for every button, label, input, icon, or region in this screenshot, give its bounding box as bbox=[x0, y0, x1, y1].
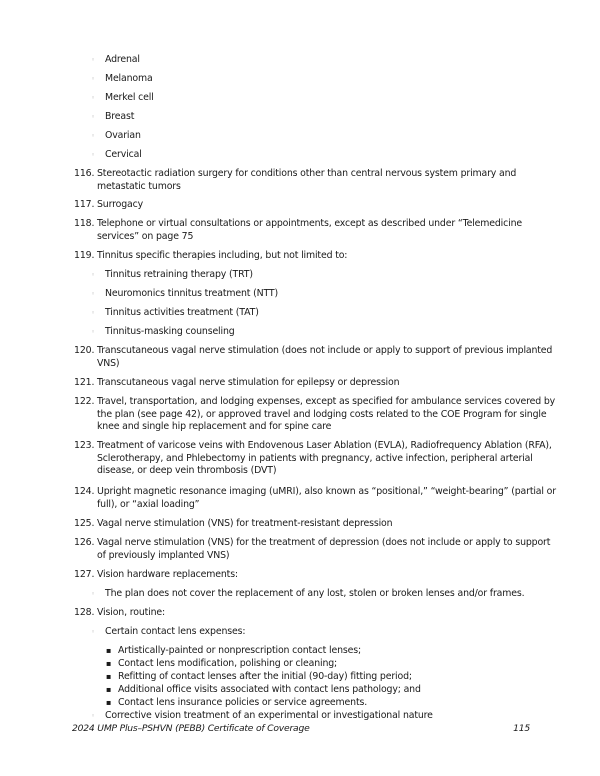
square-bullet-icon: ▪ bbox=[106, 659, 112, 668]
hollow-bullet-icon: ◦ bbox=[91, 309, 95, 317]
item-number: 123. bbox=[74, 440, 95, 451]
hollow-bullet-icon: ◦ bbox=[91, 271, 95, 279]
hollow-bullet-icon: ◦ bbox=[91, 113, 95, 121]
square-bullet-icon: ▪ bbox=[106, 685, 112, 694]
footer-title: 2024 UMP Plus–PSHVN (PEBB) Certificate of Coverage bbox=[72, 723, 310, 734]
square-bullet-icon: ▪ bbox=[106, 672, 112, 681]
item-number: 122. bbox=[74, 396, 95, 407]
item-number: 128. bbox=[74, 607, 95, 618]
item-number: 121. bbox=[74, 377, 95, 388]
hollow-bullet-icon: ◦ bbox=[91, 151, 95, 159]
hollow-bullet-icon: ◦ bbox=[91, 94, 95, 102]
item-number: 120. bbox=[74, 345, 95, 356]
item-number: 116. bbox=[74, 168, 95, 179]
hollow-bullet-icon: ◦ bbox=[91, 590, 95, 598]
item-number: 127. bbox=[74, 569, 95, 580]
item-number: 126. bbox=[74, 537, 95, 548]
item-number: 117. bbox=[74, 199, 95, 210]
square-bullet-icon: ▪ bbox=[106, 646, 112, 655]
hollow-bullet-icon: ◦ bbox=[91, 328, 95, 336]
document-page: ◦ Adrenal ◦ Melanoma ◦ Merkel cell ◦ Breast ◦ Ovarian ◦ Cervical 116. Stereotactic radiation surgery for conditions other than central nervous system primary and metastatic tumors 117. Surrogacy 118. Telephone or virtual consultations or appointments, except as described under “Telemedicine services” on page 75 119. Tinnitus specific therapies including, but not limited to: ◦ Tinnitus retraining therapy (TRT) ◦ Neuromonics tinnitus treatment (NTT) ◦ Tinnitus activities treatment (TAT) ◦ Tinnitus-masking counseling 120. Transcutaneous vagal nerve stimulation (does not include or apply to support of previous implanted VNS) 121. Transcutaneous vagal nerve stimulation for epilepsy or depression 122. Travel, transportation, and lodging expenses, except as specified for ambulance services covered by the plan (see page 42), or approved travel and lodging costs related to the COE Program for single knee and single hip replacement and for spine care 123. Treatment of varicose veins with Endovenous Laser Ablation (EVLA), Radiofrequency Ablation (RFA), Sclerotherapy, and Phlebectomy in patients with pregnancy, active infection, peripheral arterial disease, or deep vein thrombosis (DVT) 124. Upright magnetic resonance imaging (uMRI), also known as “positional,” “weight-bearing” (partial or full), or “axial loading” 125. Vagal nerve stimulation (VNS) for treatment-resistant depression 126. Vagal nerve stimulation (VNS) for the treatment of depression (does not include or apply to support of previously implanted VNS) 127. Vision hardware replacements: ◦ The plan does not cover the replacement of any lost, stolen or broken lenses and/or frames. 128. Vision, routine: ◦ Certain contact lens expenses: ▪ Artistically-painted or nonprescription contact lenses; ▪ Contact lens modification, polishing or cleaning; ▪ Refitting of contact lenses after the initial (90-day) fitting period; ▪ Additional office visits associated with contact lens pathology; and ▪ Contact lens insurance policies or service agreements. ◦ Corrective vision treatment of an experimental or investigational nature 2024 UMP Plus–PSHVN (PEBB) Certificate of Coverage 115 bbox=[72, 54, 556, 734]
item-number: 119. bbox=[74, 250, 95, 261]
hollow-bullet-icon: ◦ bbox=[91, 132, 95, 140]
item-number: 125. bbox=[74, 518, 95, 529]
square-bullet-icon: ▪ bbox=[106, 698, 112, 707]
hollow-bullet-icon: ◦ bbox=[91, 712, 95, 720]
item-number: 118. bbox=[74, 218, 95, 229]
page-number: 115 bbox=[513, 723, 530, 734]
hollow-bullet-icon: ◦ bbox=[91, 628, 95, 636]
hollow-bullet-icon: ◦ bbox=[91, 290, 95, 298]
page-footer bbox=[72, 723, 530, 736]
hollow-bullet-icon: ◦ bbox=[91, 56, 95, 64]
item-number: 124. bbox=[74, 486, 95, 497]
hollow-bullet-icon: ◦ bbox=[91, 75, 95, 83]
